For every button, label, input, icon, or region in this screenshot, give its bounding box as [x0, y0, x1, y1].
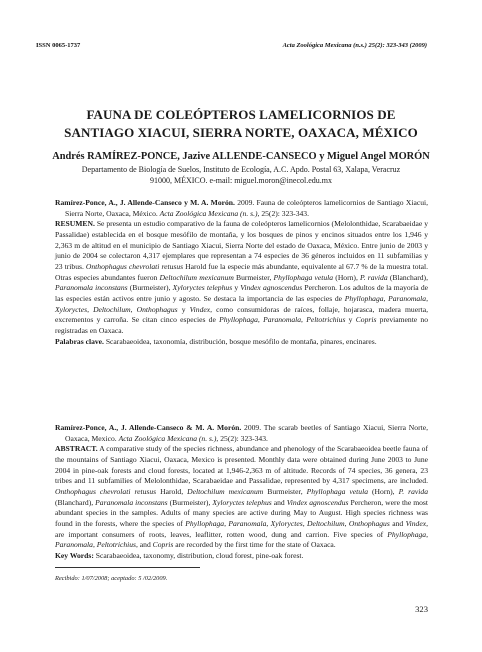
spanish-abstract-section [55, 198, 428, 347]
genus-name: Vindex [189, 304, 211, 314]
species-name: P. ravida [360, 272, 388, 282]
species-name: Paranomala inconstans [55, 283, 128, 293]
genus-name: Deltochilum [307, 518, 345, 528]
resumen-text: (Burmeister), [127, 283, 173, 293]
genus-name: Paranomala [55, 540, 93, 550]
abstract-text: and [271, 497, 287, 507]
citation-text: 2009. The scarab beetles of Santiago Xiacui, Sierra Norte, Oaxaca, Mexico. [65, 423, 428, 443]
genus-name: Deltochilum [93, 304, 131, 314]
abstract-text: Percheron, were the most abundant species in the samples. Adults of many species are active during May to August. High species richness was found in the forests, where the species of [55, 497, 428, 528]
genus-name: Xyloryctes [270, 518, 303, 528]
genus-name: Copris [355, 315, 377, 325]
resumen-text: , como consumidoras de raíces, follaje, hojarasca, madera muerta, excrementos y carroña. Se citan cinco especies de [55, 304, 428, 325]
genus-name: Peltotrichius [96, 540, 136, 550]
citation-authors: Ramírez-Ponce, A., J. Allende-Canseco y M. A. Morón. [55, 198, 235, 207]
resumen-text: Se presenta un estudio comparativo de la fauna de coleópteros lamelicornios (Melolonthidae, Scarabaeidae y Passalidae) establecida en el bosque mesófilo de montaña, y los bosques de pinos y encinos situados entre los 1,946 y 2,363 m de altitud en el municipio de Santiago Xiacui, Sierra Norte del estado de Oaxaca, México. Entre junio de 2003 y junio de 2004 se colectaron 4,317 ejemplares que representan a 74 especies de 36 géneros incluidos en 11 subfamilias y 23 tribus. [55, 219, 428, 271]
abstract-label: ABSTRACT. [55, 444, 98, 454]
citation-volume: , 25(2): 323-343. [257, 208, 309, 218]
species-name: Onthophagus chevrolati retusus [55, 486, 157, 496]
abstract-text: Burmeister, [263, 486, 307, 496]
genus-name: Phyllophaga [344, 293, 384, 303]
journal-citation-header: Acta Zoológica Mexicana (n.s.) 25(2): 323-343 (2009) [282, 42, 427, 49]
species-name: Xyloryctes telephus [212, 497, 272, 507]
abstract-text: , and [136, 540, 153, 550]
genus-name: Paranomala [388, 293, 427, 303]
resumen-text: (Blanchard), [387, 272, 428, 282]
page-number: 323 [415, 604, 428, 614]
resumen-text: Harold fue la especie más abundante, equivalente al 67.7 % de la muestra total. Otras especies abundantes fueron [55, 261, 428, 282]
affiliation [48, 165, 434, 186]
genus-name: Phyllophaga [219, 315, 258, 325]
received-accepted-dates: Recibido: 1/07/2008; aceptado: 5 /02/2009. [55, 575, 168, 582]
citation-text: 2009. Fauna de coleópteros lamelicornios de Santiago Xiacui, Sierra Norte, Oaxaca, México. [65, 198, 428, 218]
citation-authors: Ramírez-Ponce, A., J. Allende-Canseco & M. A. Morón. [55, 423, 242, 432]
genus-name: Paranomala [228, 518, 267, 528]
resumen-paragraph: RESUMEN. Se presenta un estudio comparativo de la fauna de coleópteros lamelicornios (Melolonthidae, Scarabaeidae y Passalidae) establecida en el bosque mesófilo de montaña, y los bosques de pinos y encinos situados entre los 1,946 y 2,363 m de altitud en el municipio de Santiago Xiacui, Sierra Norte del estado de Oaxaca, México. Entre junio de 2003 y junio de 2004 se colectaron 4,317 ejemplares que representan a 74 especies de 36 géneros incluidos en 11 subfamilias y 23 tribus. Onthophagus chevrolati retusus Harold fue la especie más abundante, equivalente al 67.7 % de la muestra total. Otras especies abundantes fueron Deltochilum mexicanum Burmeister, Phyllophaga vetula (Horn), P. ravida (Blanchard), Paranomala inconstans (Burmeister), Xyloryctes telephus y Vindex agnoscendus Percheron. Los adultos de la mayoría de las especies están activos entre junio y agosto. Se destaca la importancia de las especies de Phyllophaga, Paranomala, Xyloryctes, Deltochilum, Onthophagus y Vindex, como consumidoras de raíces, follaje, hojarasca, madera muerta, excrementos y carroña. Se citan cinco especies de Phyllophaga, Paranomala, Peltotrichius y Copris previamente no registradas en Oaxaca. [55, 219, 429, 335]
species-name: P. ravida [398, 486, 428, 496]
species-name: Deltochilum mexicanum [187, 486, 264, 496]
affiliation-line-1: Departamento de Biología de Suelos, Instituto de Ecología, A.C. Apdo. Postal 63, Xalapa, Veracruz [81, 165, 401, 174]
issn-label: ISSN 0065-1737 [36, 42, 81, 49]
genus-name: Phyllophaga [185, 518, 225, 528]
abstract-text: are recorded by the first time for the state of Oaxaca. [173, 540, 336, 550]
genus-name: Copris [152, 540, 174, 550]
paper-title [40, 106, 442, 142]
species-name: Xyloryctes telephus [172, 283, 233, 293]
species-name: Vindex agnoscendus [240, 283, 303, 293]
abstract-paragraph: ABSTRACT. A comparative study of the species richness, abundance and phenology of the Scarabaeoidea beetle fauna of the mountains of Santiago Xiacui, Oaxaca, Mexico is presented. Monthly data were obtained during June 2003 to June 2004 in pine-oak forests and cloud forests, located at 1,946-2,363 m of altitude. Records of 74 species, 36 genera, 23 tribes and 11 subfamilies of Melolonthidae, Scarabaeidae and Passalidae, represented by 4,317 specimens, are included. Onthophagus chevrolati retusus Harold, Deltochilum mexicanum Burmeister, Phyllophaga vetula (Horn), P. ravida (Blanchard), Paranomala inconstans (Burmeister), Xyloryctes telephus and Vindex agnoscendus Percheron, were the most abundant species in the samples. Adults of many species are active during May to August. High species richness was found in the forests, where the species of Phyllophaga, Paranomala, Xyloryctes, Deltochilum, Onthophagus and Vindex, are important consumers of roots, leaves, leaflitter, rotten wood, dung and carrion. Five species of Phyllophaga, Paranomala, Peltotrichius, and Copris are recorded by the first time for the state of Oaxaca. [55, 444, 429, 550]
genus-name: Phyllophaga [387, 529, 427, 539]
author-list: Andrés RAMÍREZ-PONCE, Jazive ALLENDE-CANSECO y Miguel Angel MORÓN [52, 151, 430, 162]
species-name: Onthophagus chevrolati retusus [85, 261, 184, 271]
citation-journal: Acta Zoológica Mexicana (n. s.) [159, 208, 258, 218]
palabras-clave-text: Scarabaeoidea, taxonomía, distribución, bosque mesófilo de montaña, pinares, encinares. [103, 336, 377, 346]
palabras-clave [55, 337, 428, 348]
footnote-rule [55, 567, 200, 568]
spanish-citation [55, 198, 428, 219]
resumen-text: y [177, 304, 190, 314]
genus-name: Xyloryctes [55, 304, 88, 314]
resumen-label: RESUMEN. [55, 219, 95, 229]
palabras-clave-label: Palabras clave. [55, 336, 104, 346]
title-line-1: FAUNA DE COLEÓPTEROS LAMELICORNIOS DE [86, 107, 396, 122]
genus-name: Vindex [405, 518, 427, 528]
english-abstract-section [55, 423, 428, 562]
resumen-text: (Horn), [333, 272, 361, 282]
species-name: Deltochilum mexicanum [159, 272, 234, 282]
key-words-label: Key Words: [55, 550, 94, 560]
resumen-text: previamente no registradas en Oaxaca. [55, 315, 429, 335]
affiliation-line-2: 91000, MÉXICO. e-mail: miguel.moron@inecol.edu.mx [149, 175, 332, 185]
genus-name: Peltotrichius [306, 315, 346, 325]
abstract-text: (Horn), [368, 486, 399, 496]
key-words [55, 551, 428, 562]
abstract-text: Harold, [156, 486, 188, 496]
abstract-text: (Blanchard), [55, 497, 96, 507]
abstract-text: and [389, 518, 406, 528]
resumen-text: Burmeister, [233, 272, 274, 282]
abstract-text: (Burmeister), [167, 497, 213, 507]
abstract-text: , are important consumers of roots, leaves, leaflitter, rotten wood, dung and carrion. Five species of [55, 518, 429, 539]
species-name: Vindex agnoscendus [286, 497, 349, 507]
genus-name: Onthophagus [348, 518, 390, 528]
english-citation [55, 423, 428, 444]
species-name: Paranomala inconstans [95, 497, 168, 507]
species-name: Phyllophaga vetula [306, 486, 368, 496]
citation-journal: Acta Zoológica Mexicana (n. s.) [118, 433, 217, 443]
title-line-2: SANTIAGO XIACUI, SIERRA NORTE, OAXACA, MÉXICO [64, 125, 418, 140]
resumen-text: Percheron. Los adultos de la mayoría de las especies están activos entre junio y agosto. Se destaca la importancia de las especies de [55, 283, 428, 303]
species-name: Phyllophaga vetula [273, 272, 334, 282]
key-words-text: Scarabaeoidea, taxonomy, distribution, cloud forest, pine-oak forest. [93, 550, 304, 560]
resumen-text: y [345, 315, 356, 325]
running-header [36, 42, 427, 49]
genus-name: Paranomala [263, 315, 302, 325]
citation-volume: , 25(2): 323-343. [216, 433, 268, 443]
resumen-text: y [232, 283, 241, 293]
genus-name: Onthophagus [136, 304, 178, 314]
abstract-text: A comparative study of the species richness, abundance and phenology of the Scarabaeoidea beetle fauna of the mountains of Santiago Xiacui, Oaxaca, Mexico is presented. Monthly data were obtained during June 2003 to June 2004 in pine-oak forests and cloud forests, located at 1,946-2,363 m of altitude. Records of 74 species, 36 genera, 23 tribes and 11 subfamilies of Melolonthidae, Scarabaeidae and Passalidae, represented by 4,317 specimens, are included. [55, 444, 428, 486]
